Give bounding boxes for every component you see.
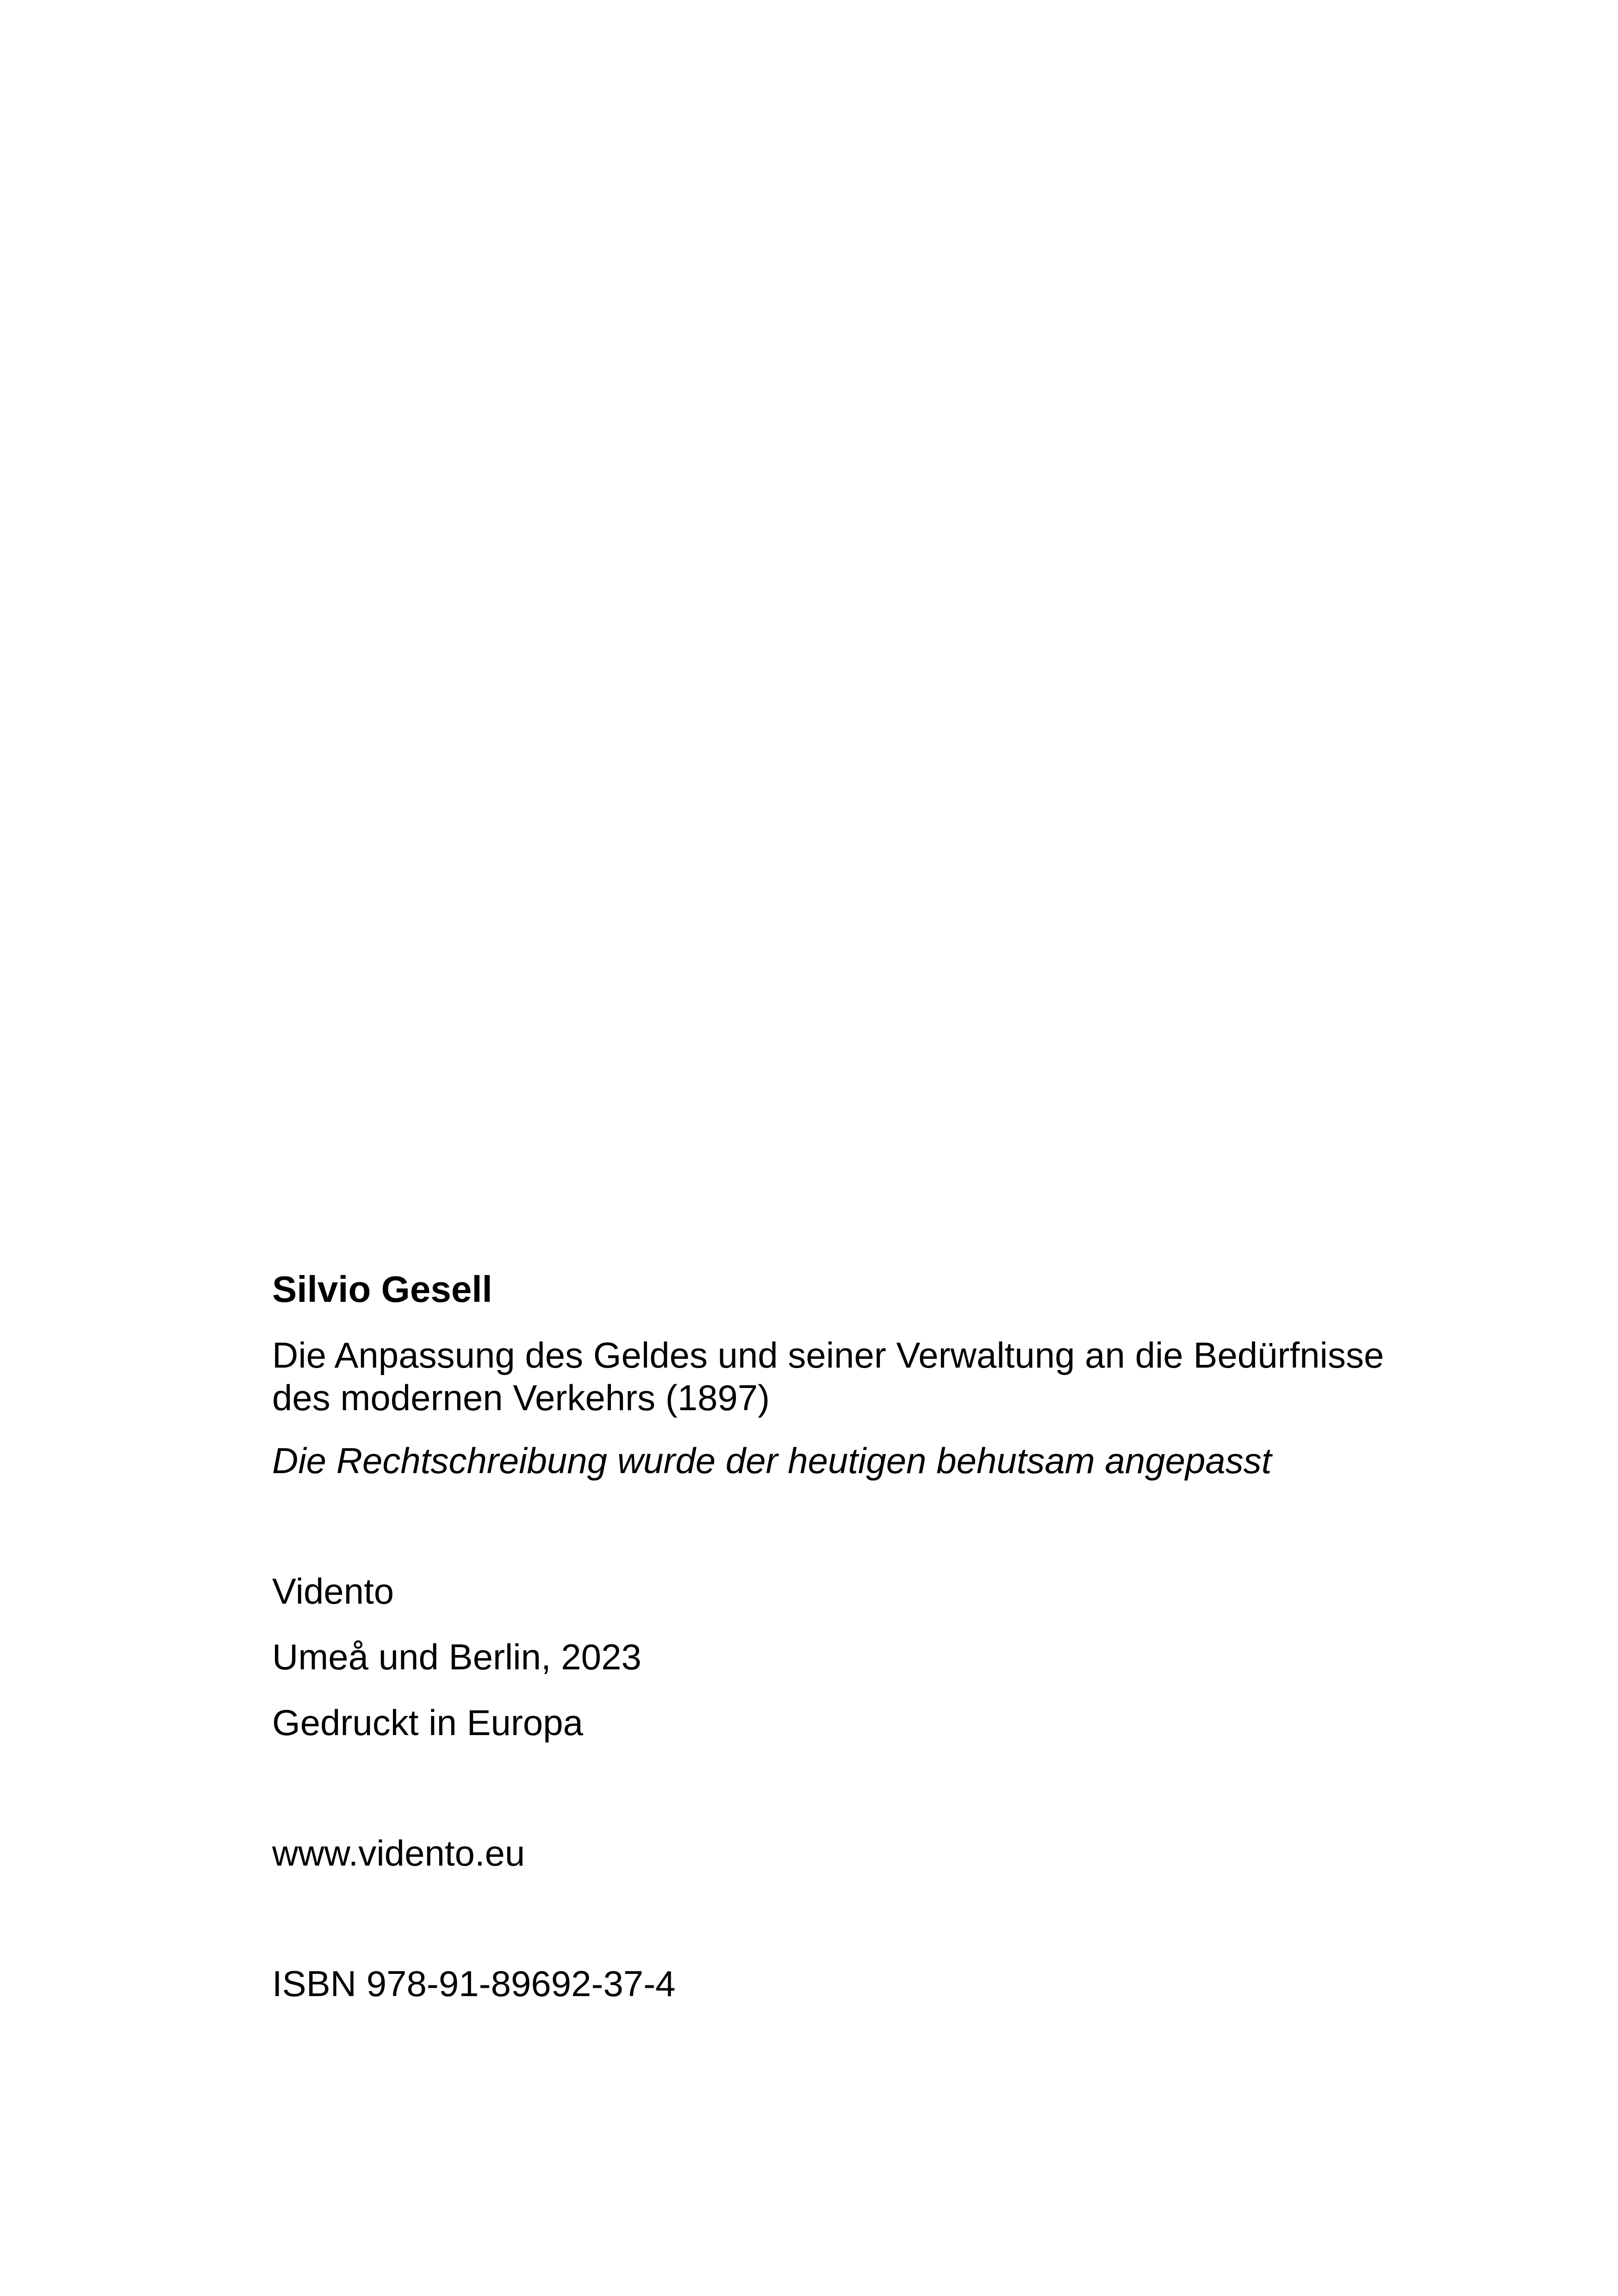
orthography-note: Die Rechtschreibung wurde der heutigen behutsam angepasst: [272, 1440, 1272, 1481]
isbn-number: ISBN 978-91-89692-37-4: [272, 1963, 676, 2004]
imprint-block: [272, 1268, 1475, 2005]
publication-place-year: Umeå und Berlin, 2023: [272, 1636, 641, 1677]
book-title: [272, 1334, 1475, 1419]
publisher-name: Vidento: [272, 1571, 394, 1612]
printed-in: Gedruckt in Europa: [272, 1702, 584, 1743]
website-link[interactable]: www.vidento.eu: [272, 1833, 525, 1873]
book-title-line-2: des modernen Verkehrs (1897): [272, 1377, 770, 1418]
author-name: Silvio Gesell: [272, 1269, 492, 1310]
book-title-line-1: Die Anpassung des Geldes und seiner Verwaltung an die Bedürfnisse: [272, 1335, 1384, 1375]
